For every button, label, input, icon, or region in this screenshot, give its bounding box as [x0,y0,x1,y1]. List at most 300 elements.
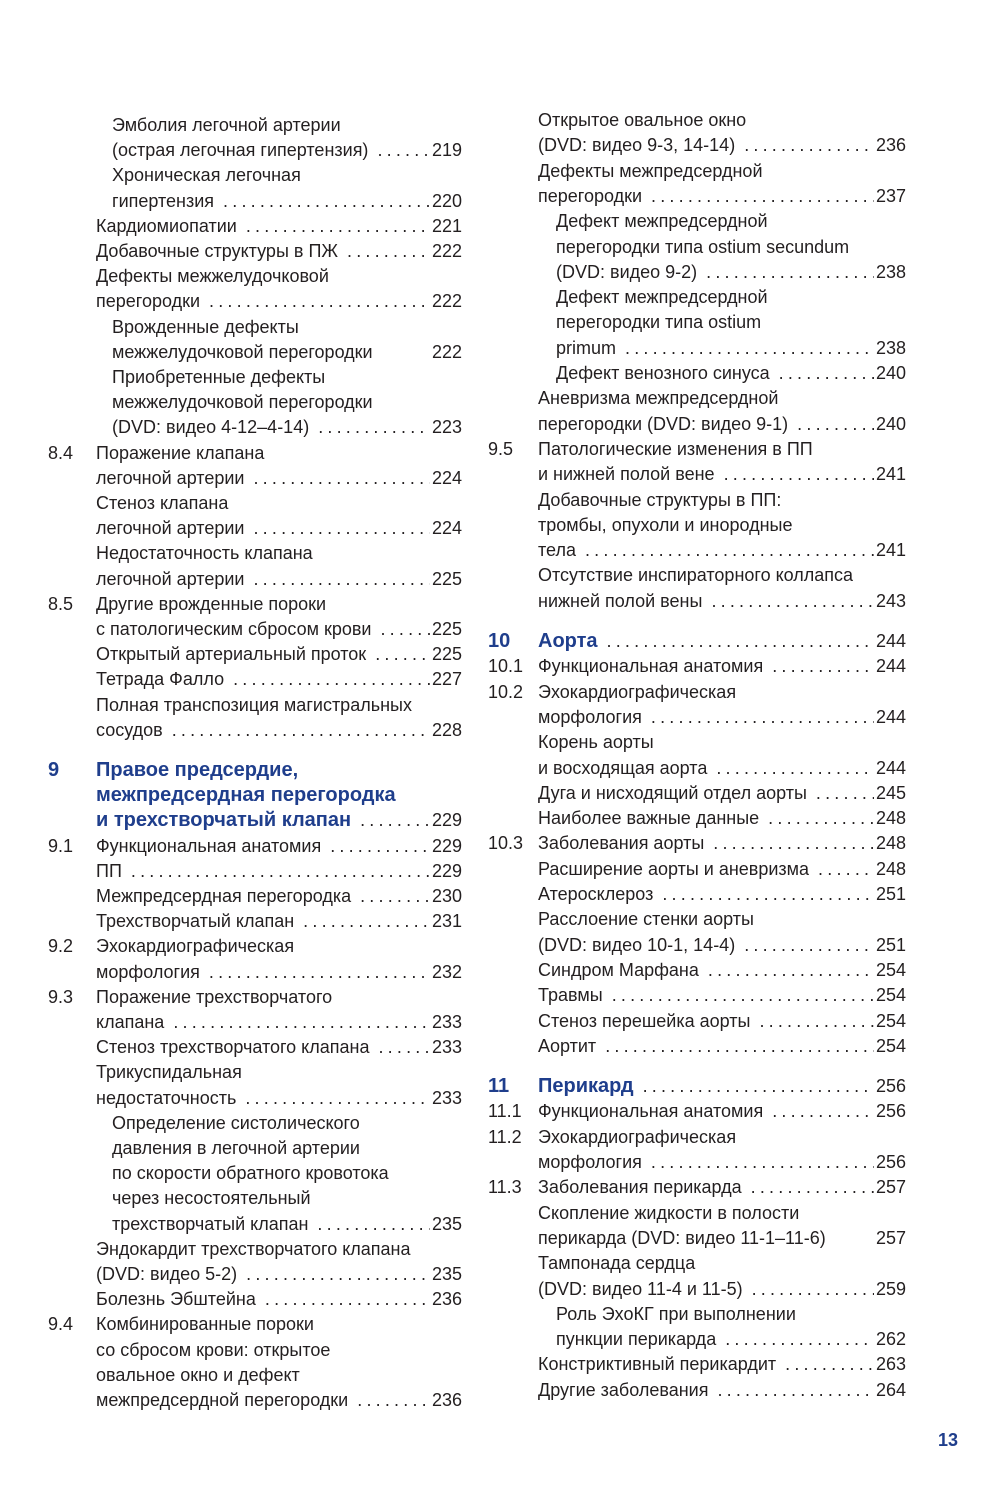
toc-entry-line [0,214,462,239]
toc-entry-title: Поражение клапана [96,442,265,463]
toc-entry [112,163,462,188]
toc-section-number: 10.1 [488,656,524,677]
toc-entry-title: Болезнь Эбштейна [96,1289,256,1310]
toc-entry-line [0,985,462,1010]
toc-entry [96,667,462,692]
toc-entry [538,184,906,209]
toc-dot-leader [321,834,430,859]
toc-entry-title: (DVD: видео 5-2) [96,1264,238,1284]
toc-entry [538,680,906,705]
toc-chapter-line [0,758,462,783]
toc-entry [538,705,906,730]
toc-entry-line [486,756,906,781]
toc-section-number: 11.3 [488,1177,522,1198]
toc-dot-leader [809,857,874,882]
toc-entry-title: Патологические изменения в ПП [538,438,813,459]
toc-page-number: 221 [431,215,462,236]
toc-entry-line [486,781,906,806]
toc-entry-title: морфология [538,706,642,727]
toc-entry-line [0,859,462,884]
toc-entry-title: Расширение аорты и аневризма [538,858,810,879]
toc-entry-title: ПП [96,860,122,881]
toc-entry-title: Аневризма межпредсердной [538,388,779,409]
toc-entry [556,1327,906,1352]
toc-dot-leader [576,538,874,563]
toc-page-number: 233 [431,1037,462,1058]
toc-entry-line [0,667,462,692]
toc-entry [538,1277,906,1302]
toc-section-number: 11.1 [488,1101,522,1122]
toc-entry-line [0,884,462,909]
toc-entry [538,958,906,983]
toc-dot-leader [770,361,874,386]
toc-dot-leader [716,1327,874,1352]
toc-entry [538,133,906,158]
toc-dot-leader [642,1150,874,1175]
toc-entry [538,831,906,856]
toc-dot-leader [750,1009,874,1034]
toc-page-number: 225 [431,619,462,639]
toc-entry-title: Отсутствие инспираторного коллапса [538,565,854,586]
toc-entry-line [0,390,462,415]
toc-entry-title: Дефекты межжелудочковой [96,266,329,287]
toc-entry [96,1388,462,1413]
toc-page-number: 248 [875,808,906,829]
toc-entry-line [0,163,462,188]
toc-entry-line [486,437,906,462]
toc-dot-leader [788,412,874,437]
toc-entry-line [486,184,906,209]
toc-entry-line [486,1034,906,1059]
toc-page-number: 229 [431,835,462,856]
toc-entry-title: Констриктивный перикардит [538,1354,777,1375]
toc-entry-title: Атеросклероз [538,884,654,904]
toc-entry-title: перегородки [538,185,643,206]
toc-entry [112,138,462,163]
toc-page-number: 222 [431,341,462,362]
toc-page-number: 243 [875,590,906,611]
toc-chapter-line [486,629,906,654]
toc-entry [96,758,462,783]
toc-entry-title: (острая легочная гипертензия) [112,140,369,161]
toc-page-number: 262 [875,1329,906,1350]
toc-page-number: 259 [875,1278,906,1299]
toc-entry-line [486,1352,906,1377]
toc-page-number: 241 [875,540,906,561]
toc-entry-line [486,1099,906,1124]
toc-entry-title: перегородки [96,291,201,312]
toc-entry [538,513,906,538]
toc-entry [96,289,462,314]
toc-entry-line [0,1136,462,1161]
toc-entry [112,340,462,365]
toc-entry-line [0,592,462,617]
toc-entry-line [486,563,906,588]
toc-entry [538,730,906,755]
toc-entry-title: Тампонада сердца [538,1253,696,1274]
toc-entry-title: Кардиомиопатии [96,215,237,236]
toc-dot-leader [214,189,430,214]
toc-entry [96,1262,462,1287]
toc-entry-line [0,441,462,466]
toc-entry-line [486,983,906,1008]
toc-entry [556,310,906,335]
toc-entry-title: Заболевания перикарда [538,1177,742,1198]
toc-entry-line [486,285,906,310]
toc-entry-line [0,189,462,214]
toc-entry-title: Дефект межпредсердной [556,287,768,308]
toc-entry-line [0,516,462,541]
toc-dot-leader [735,933,874,958]
toc-entry [538,589,906,614]
toc-entry [112,365,462,390]
toc-entry-line [0,693,462,718]
toc-entry-title: Добавочные структуры в ПЖ [96,241,338,261]
toc-entry-title: (DVD: видео 11-4 и 11-5) [538,1278,743,1299]
toc-entry-title: primum [556,337,617,358]
toc-entry-line [486,589,906,614]
toc-entry-line [0,1338,462,1363]
toc-page-number: 220 [431,190,462,211]
toc-page-number: 244 [875,706,906,727]
toc-entry [556,1302,906,1327]
toc-entry-line [486,705,906,730]
page-number: 13 [938,1430,959,1450]
toc-entry [538,1034,906,1059]
toc-page-number: 251 [875,884,906,904]
toc-entry [112,315,462,340]
toc-entry-line [0,1060,462,1085]
toc-dot-leader [348,1388,430,1413]
toc-page-number: 248 [875,833,906,854]
toc-dot-leader [244,567,430,592]
toc-chapter-line [0,808,462,833]
toc-entry [96,1086,462,1111]
toc-dot-leader [351,808,430,833]
toc-dot-leader [642,705,874,730]
toc-dot-leader [743,1277,874,1302]
toc-entry-line [486,209,906,234]
toc-section-number: 9.3 [48,986,74,1007]
toc-page-number: 251 [875,934,906,955]
toc-entry-line [0,1186,462,1211]
toc-entry [96,1060,462,1085]
toc-entry-line [0,541,462,566]
toc-entry [538,1352,906,1377]
toc-entry [538,882,906,907]
toc-entry-title: тромбы, опухоли и инородные [538,514,793,535]
toc-entry [96,884,462,909]
toc-dot-leader [776,1352,874,1377]
toc-entry [538,654,906,679]
toc-entry [96,834,462,859]
toc-dot-leader [244,516,430,541]
toc-entry [96,1287,462,1312]
toc-entry-line [486,488,906,513]
toc-entry-title: легочной артерии [96,467,245,488]
toc-entry-line [0,1212,462,1237]
toc-entry-title: сосудов [96,719,163,740]
toc-entry-title: Открытый артериальный проток [96,644,367,665]
toc-entry-line [0,1010,462,1035]
toc-page-number: 256 [875,1152,906,1172]
toc-entry-title: легочной артерии [96,568,245,589]
toc-entry-line [486,1302,906,1327]
toc-entry-line [0,138,462,163]
toc-entry-line [486,654,906,679]
toc-page-number: 232 [431,961,462,982]
toc-page-number: 235 [431,1213,462,1234]
toc-entry [96,1010,462,1035]
toc-page-number: 254 [875,1035,906,1056]
toc-entry-line [486,907,906,932]
toc-section-number: 8.5 [48,593,74,614]
toc-entry-title: Врожденные дефекты [112,316,299,337]
toc-dot-leader [368,138,430,163]
toc-entry-title: по скорости обратного кровотока [112,1163,389,1184]
toc-entry-title: перегородки (DVD: видео 9-1) [538,413,789,434]
toc-entry-title: легочной артерии [96,518,245,539]
toc-entry-line [486,108,906,133]
toc-entry-line [0,113,462,138]
toc-page-number: 263 [875,1354,906,1375]
toc-entry-title: Недостаточность клапана [96,543,313,564]
toc-page-number: 254 [875,985,906,1006]
toc-entry [538,563,906,588]
toc-entry-title: Эхокардиографическая [538,1126,737,1147]
toc-entry [96,1312,462,1337]
toc-entry [96,592,462,617]
toc-dot-leader [163,718,430,743]
toc-entry-title: Открытое овальное окно [538,110,747,130]
toc-entry-line [486,412,906,437]
toc-entry-title: клапана [96,1012,165,1032]
toc-entry [96,1035,462,1060]
toc-dot-leader [759,806,874,831]
toc-entry-line [486,133,906,158]
toc-entry [96,541,462,566]
toc-entry [96,960,462,985]
toc-entry-title: Перикард [538,1075,634,1098]
toc-entry-title: овальное окно и дефект [96,1364,300,1385]
toc-section-number: 9.4 [48,1314,74,1335]
toc-entry [96,214,462,239]
toc-entry [96,693,462,718]
toc-dot-leader [634,1074,874,1099]
toc-entry [538,933,906,958]
toc-entry-title: Аортит [538,1035,597,1056]
toc-dot-leader [224,667,430,692]
toc-entry-title: Трехстворчатый клапан [96,911,295,932]
toc-entry-title: Дефект межпредсердной [556,211,768,232]
toc-entry-title: Правое предсердие, [96,759,299,781]
toc-entry-title: со сбросом крови: открытое [96,1339,331,1360]
toc-entry-line [0,934,462,959]
toc-entry [556,260,906,285]
toc-entry [112,390,462,415]
toc-page-number: 227 [431,669,462,690]
toc-entry-line [486,1327,906,1352]
toc-entry-line [0,315,462,340]
toc-entry-title: межжелудочковой перегородки [112,341,373,362]
toc-entry-line [486,1226,906,1251]
toc-entry-title: Полная транспозиция магистральных [96,694,412,715]
toc-page-number: 245 [875,782,906,803]
toc-entry [96,567,462,592]
toc-dot-leader [742,1175,874,1200]
toc-entry-line [0,909,462,934]
toc-entry-line [486,260,906,285]
toc-entry-line [486,1277,906,1302]
toc-page-number: 244 [875,631,906,651]
toc-entry-title: недостаточность [96,1087,237,1108]
toc-dot-leader [807,781,874,806]
toc-page-number: 231 [431,911,462,932]
toc-entry-line [0,567,462,592]
toc-entry-title: Функциональная анатомия [96,835,322,856]
toc-entry [112,415,462,440]
toc-entry-title: (DVD: видео 9-2) [556,261,698,282]
toc-entry [556,361,906,386]
toc-dot-leader [704,831,874,856]
toc-entry [538,108,906,133]
toc-entry [538,1175,906,1200]
toc-dot-leader [236,1086,430,1111]
toc-entry [112,189,462,214]
toc-entry-title: трехстворчатый клапан [112,1213,309,1234]
toc-dot-leader [653,882,874,907]
toc-chapter-line [0,783,462,808]
toc-entry-line [0,617,462,642]
toc-entry [538,1226,906,1251]
toc-entry-line [0,1161,462,1186]
toc-entry-title: Добавочные структуры в ПП: [538,489,782,510]
toc-entry-line [486,680,906,705]
toc-entry-line [0,415,462,440]
toc-page-number: 224 [431,518,462,539]
toc-entry-title: межпредсердной перегородки [96,1390,349,1410]
toc-entry [538,1125,906,1150]
toc-entry-title: (DVD: видео 10-1, 14-4) [538,934,736,955]
toc-entry-title: межжелудочковой перегородки [112,392,373,413]
toc-entry-line [486,1201,906,1226]
toc-section-number: 9.2 [48,936,74,957]
toc-entry-title: Расслоение стенки аорты [538,909,754,930]
toc-entry-line [486,1009,906,1034]
toc-entry-title: давления в легочной артерии [112,1138,360,1158]
toc-dot-leader [371,617,430,642]
toc-entry-title: пункции перикарда [556,1329,717,1350]
toc-entry-title: Хроническая легочная [112,165,301,186]
toc-dot-leader [122,859,430,884]
toc-dot-leader [237,1262,430,1287]
toc-dot-leader [603,983,874,1008]
toc-page-number: 224 [431,467,462,488]
toc-entry-line [486,1150,906,1175]
toc-page-number: 225 [431,644,462,665]
toc-dot-leader [200,289,430,314]
toc-entry [556,336,906,361]
toc-section-number: 9.5 [488,438,514,459]
toc-dot-leader [351,884,430,909]
toc-page-number: 254 [875,1010,906,1031]
toc-entry [538,1150,906,1175]
toc-entry-line [0,1312,462,1337]
toc-entry-title: Наиболее важные данные [538,808,760,829]
toc-entry-line [0,340,462,365]
toc-entry [96,909,462,934]
toc-entry-title: морфология [538,1152,642,1172]
toc-entry-title: Приобретенные дефекты [112,367,326,387]
toc-entry [96,516,462,541]
toc-page-number: 233 [431,1012,462,1032]
toc-entry-line [486,310,906,335]
toc-entry-line [486,933,906,958]
toc-dot-leader [699,958,874,983]
toc-entry [556,285,906,310]
toc-entry-title: Синдром Марфана [538,959,699,980]
toc-page-number: 240 [875,413,906,434]
toc-entry-title: Эхокардиографическая [96,936,295,957]
toc-entry [538,1251,906,1276]
toc-entry-title: с патологическим сбросом крови [96,619,372,639]
toc-entry-title: и трехстворчатый клапан [96,809,352,832]
toc-entry-line [0,642,462,667]
toc-page-number: 241 [875,464,906,485]
toc-entry [538,412,906,437]
toc-entry-title: перикарда (DVD: видео 11-1–11-6) [538,1227,826,1248]
toc-entry-title: Эмболия легочной артерии [112,115,341,135]
toc-entry [538,1378,906,1403]
toc-entry-title: Стеноз трехстворчатого клапана [96,1037,370,1058]
toc-entry [96,441,462,466]
toc-dot-leader [702,589,874,614]
toc-entry-title: Комбинированные пороки [96,1314,314,1335]
toc-entry [112,1212,462,1237]
toc-entry [96,1363,462,1388]
toc-entry-title: Другие врожденные пороки [96,593,327,614]
toc-page-number: 236 [431,1390,462,1410]
toc-entry [556,235,906,260]
toc-entry-line [0,1111,462,1136]
toc-entry [538,538,906,563]
toc-entry [112,1186,462,1211]
toc-page-number: 256 [875,1101,906,1122]
toc-chapter-line [486,1074,906,1099]
toc-entry [538,437,906,462]
toc-dot-leader [256,1287,430,1312]
toc-entry [538,781,906,806]
toc-page-number: 244 [875,656,906,677]
toc-entry [96,934,462,959]
toc-entry [96,264,462,289]
toc-section-number: 10.2 [488,681,524,702]
toc-page-number: 233 [431,1087,462,1108]
toc-entry [96,642,462,667]
toc-entry [96,1338,462,1363]
toc-entry-title: Тетрада Фалло [96,669,225,690]
toc-entry-title: перегородки типа ostium [556,312,762,333]
toc-entry-title: и нижней полой вене [538,464,715,485]
toc-entry [556,209,906,234]
toc-entry [112,1111,462,1136]
toc-entry-title: Роль ЭхоКГ при выполнении [556,1303,796,1324]
toc-dot-leader [294,909,430,934]
toc-entry [538,629,906,654]
toc-page-number: 238 [875,337,906,358]
toc-entry-line [486,806,906,831]
toc-dot-leader [707,756,874,781]
